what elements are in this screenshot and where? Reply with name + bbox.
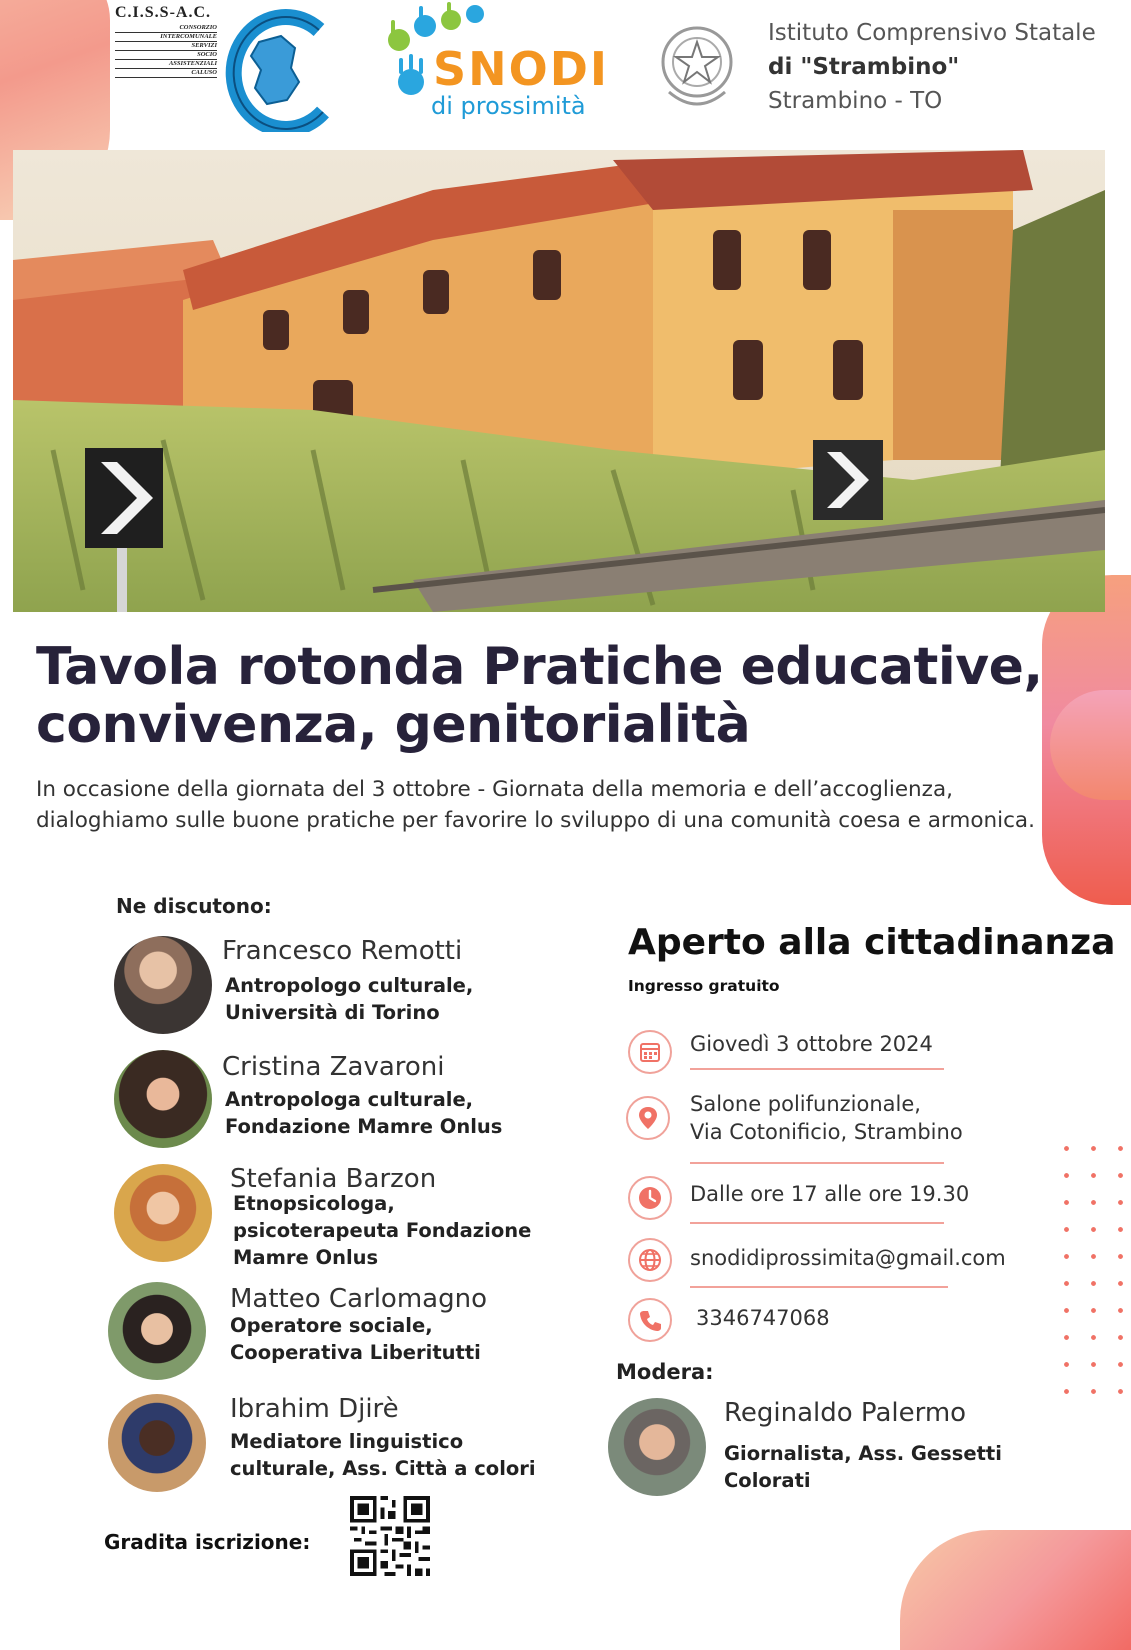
page-title: Tavola rotonda Pratiche educative, convivenza, genitorialità bbox=[36, 637, 1043, 755]
globe-icon bbox=[628, 1238, 672, 1282]
cissac-name: C.I.S.S-A.C. bbox=[115, 4, 212, 21]
moderator-name: Reginaldo Palermo bbox=[724, 1398, 967, 1428]
event-time: Dalle ore 17 alle ore 19.30 bbox=[690, 1182, 970, 1206]
cissac-line: SOCIO bbox=[115, 51, 217, 60]
free-entry: Ingresso gratuito bbox=[628, 977, 780, 995]
avatar bbox=[114, 1164, 212, 1262]
moderator-role: Giornalista, Ass. Gessetti Colorati bbox=[724, 1442, 1002, 1492]
divider bbox=[690, 1286, 948, 1288]
speaker-role: Mediatore linguistico culturale, Ass. Città a colori bbox=[230, 1430, 536, 1480]
event-phone[interactable]: 3346747068 bbox=[696, 1306, 830, 1330]
cissac-line: INTERCOMUNALE bbox=[115, 33, 217, 42]
divider bbox=[690, 1162, 944, 1164]
phone-icon bbox=[628, 1298, 672, 1342]
speaker-name: Stefania Barzon bbox=[230, 1164, 437, 1194]
school-line3: Strambino - TO bbox=[768, 88, 943, 114]
school-line1: Istituto Comprensivo Statale bbox=[768, 20, 1096, 46]
registration-label: Gradita iscrizione: bbox=[104, 1530, 311, 1554]
decorative-blob-bottom-right bbox=[900, 1530, 1131, 1650]
location-pin-icon bbox=[626, 1096, 670, 1140]
school-line2: di "Strambino" bbox=[768, 54, 960, 80]
cissac-line: SERVIZI bbox=[115, 42, 217, 51]
event-date: Giovedì 3 ottobre 2024 bbox=[690, 1032, 933, 1056]
speaker-role: Operatore sociale, Cooperativa Liberitutti bbox=[230, 1314, 481, 1364]
avatar bbox=[114, 1050, 212, 1148]
snodi-subtitle: di prossimità bbox=[431, 92, 586, 120]
divider bbox=[690, 1222, 944, 1224]
speaker-name: Ibrahim Djirè bbox=[230, 1394, 399, 1424]
moderator-heading: Modera: bbox=[616, 1360, 714, 1384]
speaker-role: Etnopsicologa, psicoterapeuta Fondazione Mamre Onlus bbox=[233, 1192, 532, 1269]
qr-code-icon[interactable] bbox=[350, 1496, 430, 1576]
italian-republic-emblem-icon bbox=[655, 20, 739, 112]
cissac-logo bbox=[115, 4, 335, 132]
speaker-name: Francesco Remotti bbox=[222, 936, 463, 966]
chevron-sign-right bbox=[813, 440, 883, 520]
hand-blue-icon bbox=[389, 54, 433, 104]
speakers-heading: Ne discutono: bbox=[116, 894, 272, 918]
speaker-name: Matteo Carlomagno bbox=[230, 1284, 487, 1314]
clock-icon bbox=[628, 1176, 672, 1220]
cissac-line: ASSISTENZIALI bbox=[115, 60, 217, 69]
cissac-lines bbox=[115, 24, 217, 78]
event-location: Salone polifunzionale, Via Cotonificio, Strambino bbox=[690, 1092, 963, 1144]
decorative-dots bbox=[1053, 1135, 1123, 1395]
hero-painting-image bbox=[13, 150, 1105, 612]
cissac-c-emblem-icon bbox=[219, 8, 339, 132]
intro-text: In occasione della giornata del 3 ottobre - Giornata della memoria e dell’accoglienza, dialoghiamo sulle buone pratiche per favorire lo sviluppo di una comunità coesa e armonica. bbox=[36, 777, 1035, 833]
cissac-line: CALUSO bbox=[115, 69, 217, 78]
avatar bbox=[114, 936, 212, 1034]
speaker-role: Antropologa culturale, Fondazione Mamre Onlus bbox=[225, 1088, 503, 1138]
calendar-icon bbox=[628, 1030, 672, 1074]
cissac-line: CONSORZIO bbox=[115, 24, 217, 33]
event-email[interactable]: snodidiprossimita@gmail.com bbox=[690, 1246, 1006, 1270]
speaker-role: Antropologo culturale, Università di Torino bbox=[225, 974, 474, 1024]
avatar bbox=[108, 1394, 206, 1492]
snodi-wordmark: SNODI bbox=[433, 42, 610, 96]
school-block bbox=[768, 16, 1108, 118]
divider bbox=[690, 1068, 944, 1070]
open-title: Aperto alla cittadinanza bbox=[628, 922, 1116, 963]
snodi-logo bbox=[385, 2, 615, 127]
avatar bbox=[608, 1398, 706, 1496]
speaker-name: Cristina Zavaroni bbox=[222, 1052, 445, 1082]
avatar bbox=[108, 1282, 206, 1380]
